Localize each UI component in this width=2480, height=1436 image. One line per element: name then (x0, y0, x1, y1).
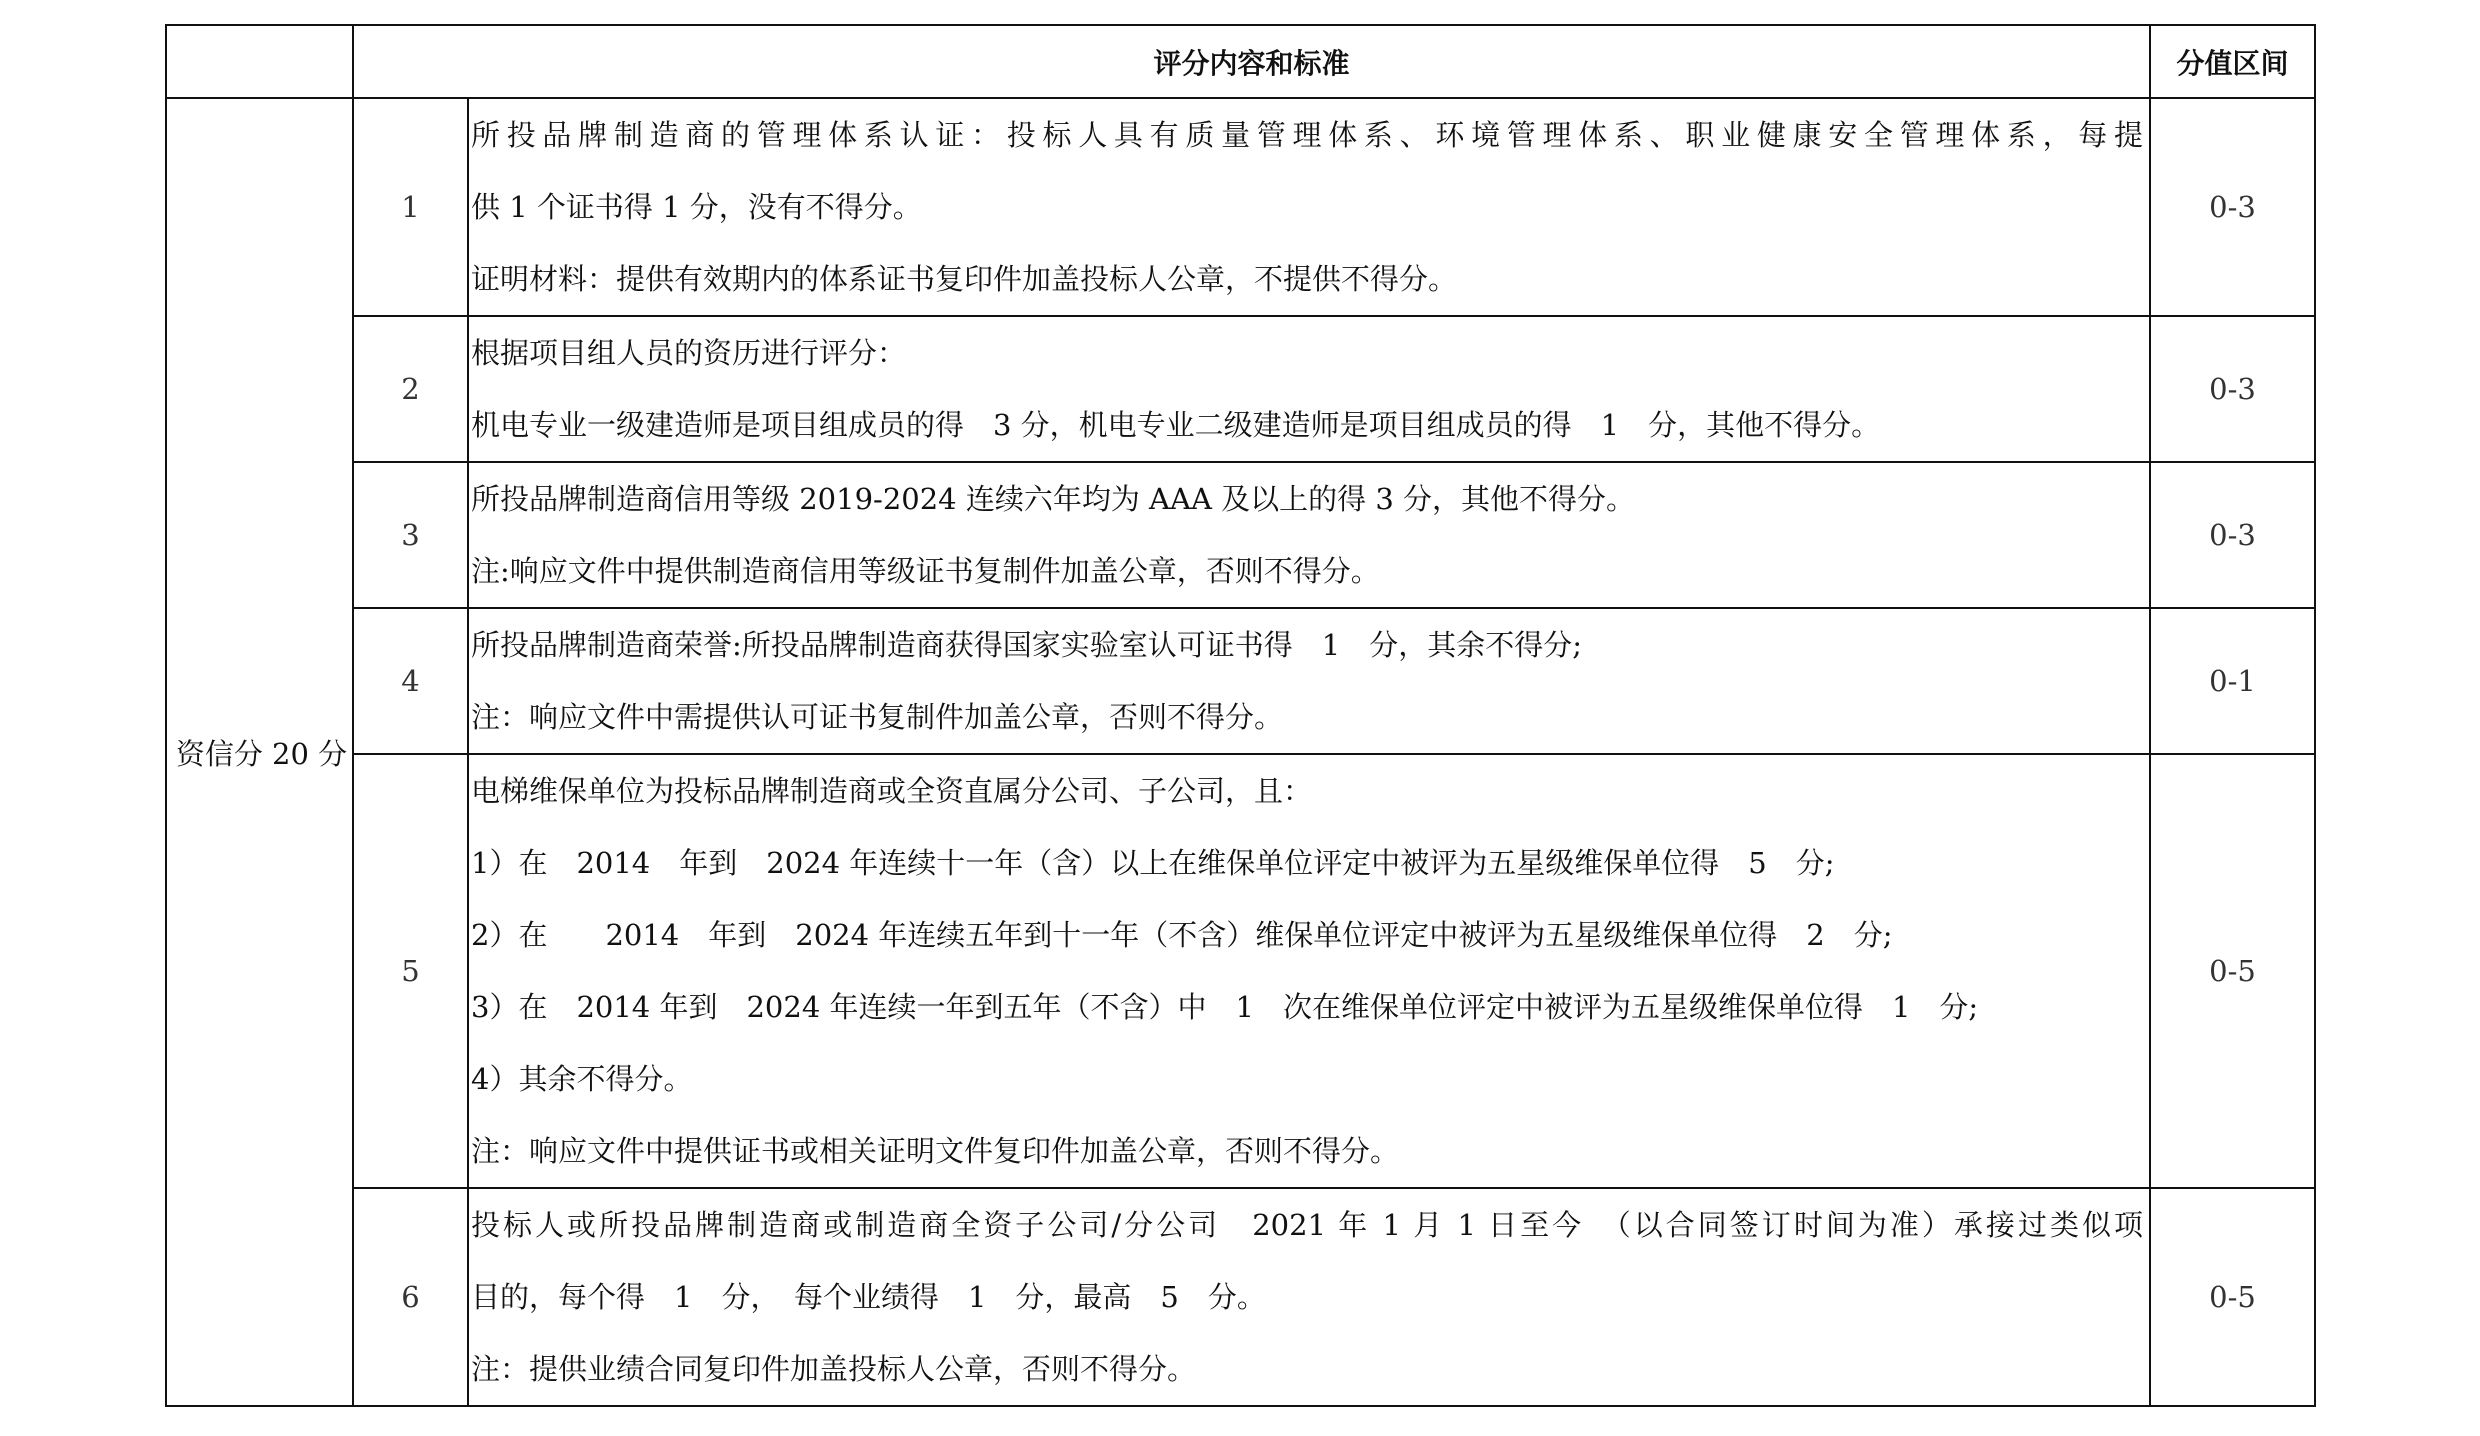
content-line: 1）在 2014 年到 2024 年连续十一年（含）以上在维保单位评定中被评为五星级维保单位得 5 分; (471, 846, 1835, 880)
item-score-range: 0-3 (2150, 98, 2315, 316)
content-line: 投标人或所投品牌制造商或制造商全资子公司/分公司 2021 年 1 月 1 日至今 （以合同签订时间为准）承接过类似项 (471, 1208, 2144, 1242)
header-blank-cell (166, 25, 353, 98)
item-number: 1 (353, 98, 468, 316)
scoring-table (165, 24, 2316, 1407)
content-line: 所投品牌制造商荣誉:所投品牌制造商获得国家实验室认可证书得 1 分，其余不得分; (471, 628, 1582, 662)
item-score-range: 0-3 (2150, 316, 2315, 462)
content-line: 2）在 2014 年到 2024 年连续五年到十一年（不含）维保单位评定中被评为五星级维保单位得 2 分; (471, 918, 1893, 952)
content-line: 注：响应文件中提供证书或相关证明文件复印件加盖公章，否则不得分。 (471, 1134, 1400, 1168)
item-content (468, 316, 2150, 462)
item-content (468, 608, 2150, 754)
header-content-title: 评分内容和标准 (353, 25, 2150, 98)
item-score-range: 0-5 (2150, 754, 2315, 1188)
table-row-3 (166, 462, 2315, 608)
content-line: 4）其余不得分。 (471, 1062, 693, 1096)
item-number: 6 (353, 1188, 468, 1406)
content-line: 根据项目组人员的资历进行评分： (471, 336, 907, 370)
table-row-5 (166, 754, 2315, 1188)
content-line: 注：响应文件中需提供认可证书复制件加盖公章，否则不得分。 (471, 700, 1284, 734)
item-content (468, 462, 2150, 608)
table-row-2 (166, 316, 2315, 462)
item-content (468, 754, 2150, 1188)
item-content (468, 1188, 2150, 1406)
category-cell: 资信分 20 分 (166, 98, 353, 1406)
content-line: 注:响应文件中提供制造商信用等级证书复制件加盖公章，否则不得分。 (471, 554, 1380, 588)
item-content (468, 98, 2150, 316)
header-range-title: 分值区间 (2150, 25, 2315, 98)
content-line: 所投品牌制造商的管理体系认证：投标人具有质量管理体系、环境管理体系、职业健康安全管理体系，每提 (471, 118, 2144, 152)
table-row-6 (166, 1188, 2315, 1406)
content-line: 供 1 个证书得 1 分，没有不得分。 (471, 190, 922, 224)
item-number: 3 (353, 462, 468, 608)
item-score-range: 0-1 (2150, 608, 2315, 754)
header-row (166, 25, 2315, 98)
table-row-4 (166, 608, 2315, 754)
content-line: 电梯维保单位为投标品牌制造商或全资直属分公司、子公司，且： (471, 774, 1313, 808)
item-number: 4 (353, 608, 468, 754)
content-line: 目的，每个得 1 分， 每个业绩得 1 分，最高 5 分。 (471, 1280, 1266, 1314)
content-line: 注：提供业绩合同复印件加盖投标人公章，否则不得分。 (471, 1352, 1197, 1386)
item-score-range: 0-3 (2150, 462, 2315, 608)
table-row-1 (166, 98, 2315, 316)
item-number: 2 (353, 316, 468, 462)
content-line: 3）在 2014 年到 2024 年连续一年到五年（不含）中 1 次在维保单位评定中被评为五星级维保单位得 1 分; (471, 990, 1979, 1024)
item-number: 5 (353, 754, 468, 1188)
item-score-range: 0-5 (2150, 1188, 2315, 1406)
content-line: 机电专业一级建造师是项目组成员的得 3 分，机电专业二级建造师是项目组成员的得 1 分，其他不得分。 (471, 408, 1881, 442)
content-line: 所投品牌制造商信用等级 2019-2024 连续六年均为 AAA 及以上的得 3 分，其他不得分。 (471, 482, 1635, 516)
content-line: 证明材料：提供有效期内的体系证书复印件加盖投标人公章，不提供不得分。 (471, 262, 1458, 296)
